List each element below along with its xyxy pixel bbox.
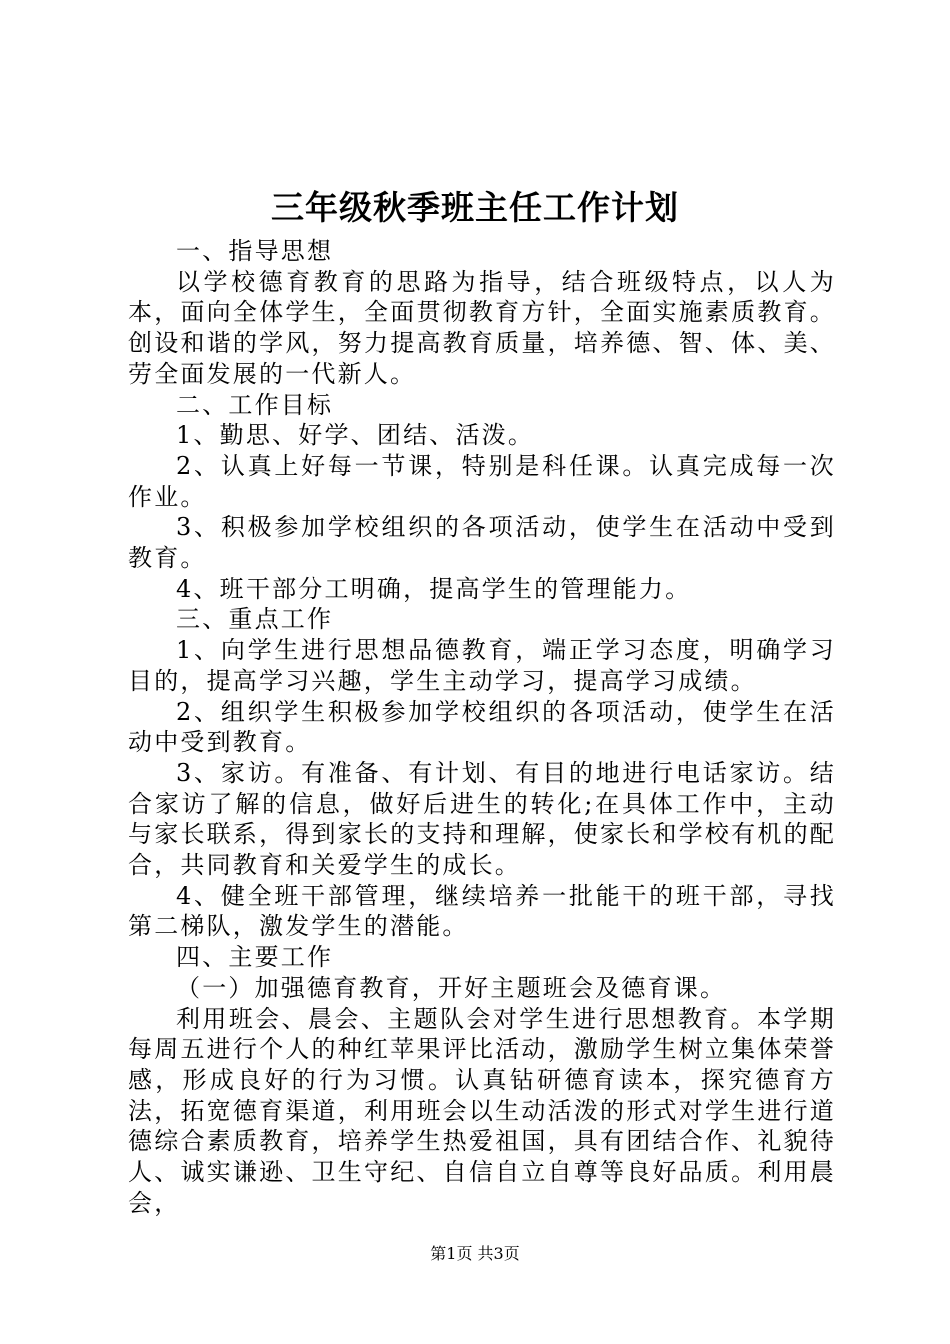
section-heading-guiding-ideology: 一、指导思想 — [176, 237, 334, 265]
list-item-goal-3: 3、积极参加学校组织的各项活动，使学生在活动中受到教育。 — [128, 513, 836, 573]
list-item-goal-1: 1、勤思、好学、团结、活泼。 — [176, 421, 535, 450]
list-item-key-work-1: 1、向学生进行思想品德教育，端正学习态度，明确学习目的，提高学习兴趣，学生主动学习，提高学习成绩。 — [128, 636, 836, 695]
paragraph-moral-education: 利用班会、晨会、主题队会对学生进行思想教育。本学期每周五进行个人的种红苹果评比活动，激励学生树立集体荣誉感，形成良好的行为习惯。认真钻研德育读本，探究德育方法，拓宽德育渠道，利用班会以生动活泼的形式对学生进行道德综合素质教育，培养学生热爱祖国，具有团结合作、礼貌待人、诚实谦逊、卫生守纪、自信自立自尊等良好品质。利用晨会， — [128, 1004, 836, 1217]
list-item-key-work-2: 2、组织学生积极参加学校组织的各项活动，使学生在活动中受到教育。 — [128, 697, 836, 757]
list-item-key-work-3: 3、家访。有准备、有计划、有目的地进行电话家访。结合家访了解的信息，做好后进生的转化;在具体工作中，主动与家长联系，得到家长的支持和理解，使家长和学校有机的配合，共同教育和关爱学生的成长。 — [128, 758, 836, 880]
document-body — [128, 236, 836, 1219]
list-item-key-work-4: 4、健全班干部管理，继续培养一批能干的班干部，寻找第二梯队，激发学生的潜能。 — [128, 881, 836, 941]
section-heading-main-work: 四、主要工作 — [176, 943, 334, 972]
section-heading-work-goals: 二、工作目标 — [176, 390, 334, 419]
subsection-heading-moral-education: （一）加强德育教育，开好主题班会及德育课。 — [176, 973, 727, 1002]
document-title: 三年级秋季班主任工作计划 — [271, 188, 679, 227]
section-heading-key-work: 三、重点工作 — [176, 605, 334, 634]
list-item-goal-2: 2、认真上好每一节课，特别是科任课。认真完成每一次作业。 — [128, 451, 836, 511]
paragraph-guiding-ideology: 以学校德育教育的思路为指导，结合班级特点，以人为本，面向全体学生，全面贯彻教育方针，全面实施素质教育。创设和谐的学风，努力提高教育质量，培养德、智、体、美、劳全面发展的一代新人。 — [128, 267, 836, 388]
list-item-goal-4: 4、班干部分工明确，提高学生的管理能力。 — [176, 574, 692, 603]
page-footer: 第1页 共3页 — [430, 1244, 520, 1263]
